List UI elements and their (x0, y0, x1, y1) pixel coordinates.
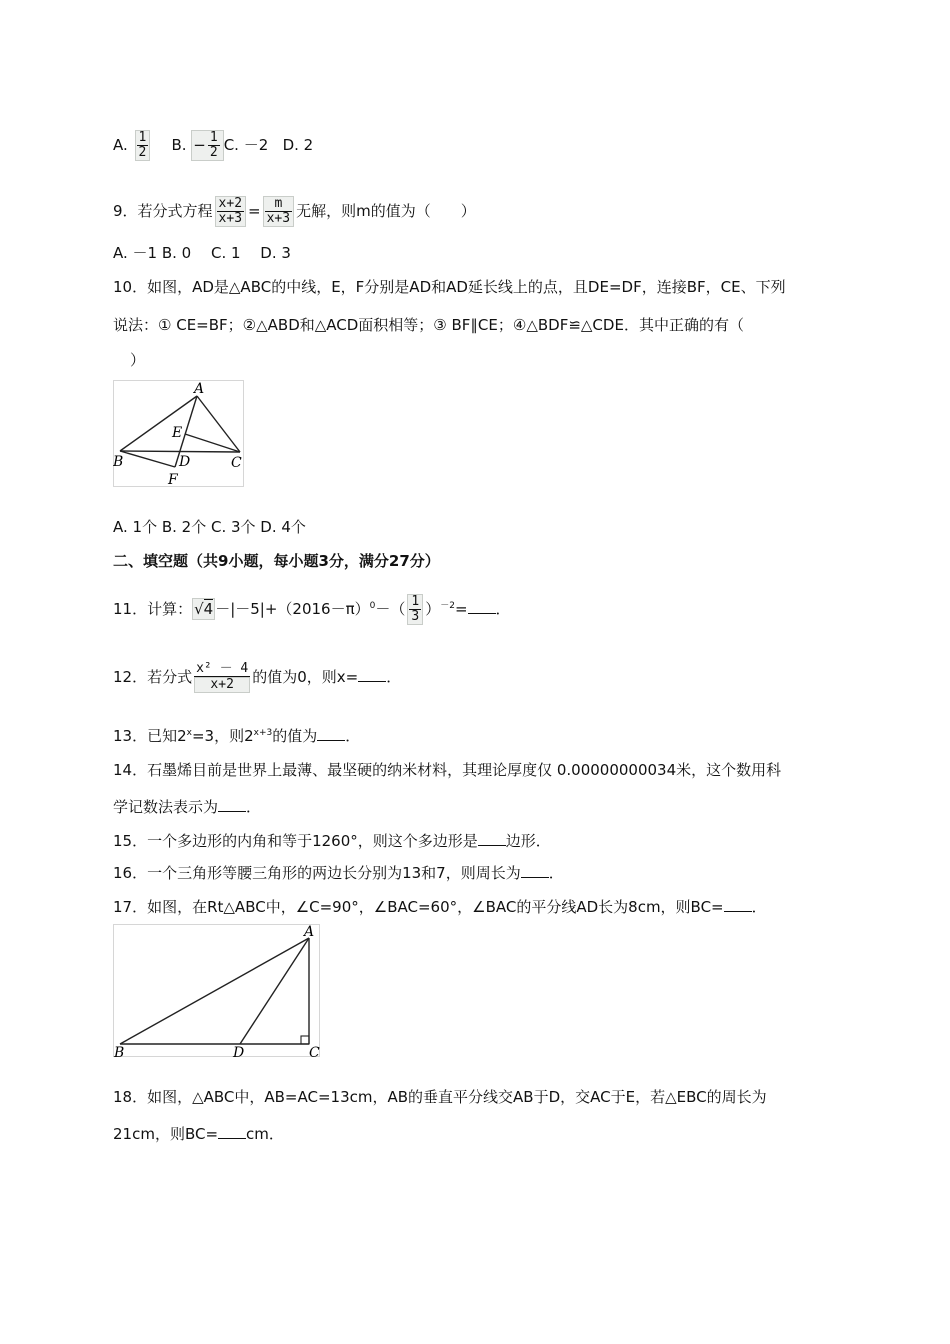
q11-exponent-zero: 0 (369, 601, 376, 611)
q15-text: 15．一个多边形的内角和等于1260°，则这个多边形是 (113, 832, 478, 850)
q14-line2 (113, 797, 261, 817)
q18-line2-prefix: 21cm，则BC= (113, 1125, 219, 1143)
fraction-numerator: x² － 4 (196, 661, 249, 676)
q9-prefix: 9．若分式方程 (113, 202, 213, 220)
q18-answer-blank[interactable] (218, 1124, 246, 1139)
q13-exponent-x-plus-3: x+3 (253, 728, 273, 738)
q10-label-e: E (172, 425, 183, 441)
q16-text: 16．一个三角形等腰三角形的两边长分别为13和7，则周长为 (113, 864, 521, 882)
sqrt-argument: 4 (203, 600, 214, 618)
q17-end: ． (751, 898, 767, 916)
q17-label-d: D (233, 1045, 245, 1058)
q16-stem (113, 863, 564, 883)
q17-label-b: B (114, 1045, 125, 1058)
section2-title: 二、填空题（共9小题，每小题3分，满分27分） (113, 552, 440, 570)
q9-options: A. －1 B. 0 C. 1 D. 3 (113, 244, 291, 262)
fraction-numerator: m (265, 197, 292, 212)
q9-fraction-left (215, 196, 246, 227)
q10-label-b: B (113, 454, 124, 470)
q16-end: ． (548, 864, 564, 882)
q10-label-f: F (168, 472, 178, 488)
q17-text: 17．如图，在Rt△ABC中，∠C=90°，∠BAC=60°，∠BAC的平分线AD长为8cm，则BC= (113, 898, 724, 916)
q8-option-c: C. －2 (223, 136, 269, 154)
q18-line2-end: cm． (246, 1125, 284, 1143)
q9-suffix: 无解，则m的值为（ ） (296, 202, 476, 220)
q11-close-paren: ） (425, 600, 441, 618)
q15-answer-blank[interactable] (478, 831, 506, 846)
q8-option-a-label: A. (113, 136, 128, 154)
q11-prefix: 11．计算： (113, 600, 193, 618)
q13-mid: =3，则2 (191, 727, 254, 745)
q14-end: ． (246, 798, 262, 816)
fraction-denominator: 3 (411, 609, 420, 624)
q13-end: ． (345, 727, 361, 745)
q10-line3: ） (130, 351, 146, 369)
fraction-numerator: x+2 (218, 196, 243, 211)
q8-options (113, 130, 313, 161)
q9-equals: = (248, 202, 261, 220)
q12-suffix: 的值为0，则x= (252, 668, 359, 686)
q11-end: ． (495, 600, 511, 618)
q15-stem (113, 831, 551, 851)
q13-exponent-x: x (186, 728, 192, 738)
fraction-numerator: 1 (411, 594, 420, 609)
q10-figure (113, 380, 245, 488)
q12-prefix: 12．若分式 (113, 668, 193, 686)
q11-equals: = (454, 600, 468, 618)
q12-end: ． (386, 668, 402, 686)
q13-answer-blank[interactable] (317, 726, 345, 741)
sqrt-expression (192, 598, 215, 620)
q13-prefix: 13．已知2 (113, 727, 187, 745)
q10-label-c: C (231, 455, 242, 471)
q8-option-a-fraction (135, 130, 151, 161)
q15-end: 边形． (505, 832, 551, 850)
q11-mid: －|－5|+（2016－π） (215, 600, 370, 618)
q10-line2: 说法：① CE=BF；②△ABD和△ACD面积相等；③ BF∥CE；④△BDF≌△CDE．其中正确的有（ (113, 316, 744, 334)
fraction-denominator: 2 (209, 145, 218, 160)
q8-option-d: D. 2 (282, 136, 314, 154)
q9-fraction-right (263, 196, 294, 227)
q10-label-a: A (194, 381, 205, 397)
q11-answer-blank[interactable] (468, 599, 496, 614)
q16-answer-blank[interactable] (521, 863, 549, 878)
q9-stem (113, 196, 476, 227)
q13-suffix: 的值为 (272, 727, 318, 745)
q11-minus: －（ (375, 600, 406, 618)
radical-icon: √ (194, 600, 204, 618)
fraction-denominator: x+3 (218, 211, 243, 226)
fraction-denominator: 2 (138, 145, 147, 160)
q8-option-b-fraction (191, 130, 223, 161)
q18-line2 (113, 1124, 284, 1144)
q17-figure (113, 924, 321, 1058)
q17-stem (113, 897, 767, 917)
q11-stem (113, 594, 511, 625)
q12-stem (113, 662, 401, 693)
q17-triangle-lines (120, 938, 309, 1044)
q10-options: A. 1个 B. 2个 C. 3个 D. 4个 (113, 518, 306, 536)
q17-label-a: A (304, 924, 315, 940)
fraction-numerator: 1 (209, 130, 218, 145)
fraction-denominator: x+3 (266, 211, 291, 226)
q8-option-b-label: B. (171, 136, 187, 154)
negative-sign: − (193, 136, 206, 154)
q12-fraction (194, 662, 250, 693)
q17-answer-blank[interactable] (724, 897, 752, 912)
fraction-numerator: 1 (138, 130, 147, 145)
q18-line1: 18．如图，△ABC中，AB=AC=13cm，AB的垂直平分线交AB于D，交AC于E，若△EBC的周长为 (113, 1088, 767, 1106)
q17-label-c: C (309, 1045, 320, 1058)
q10-label-d: D (179, 454, 191, 470)
q13-stem (113, 726, 360, 746)
q14-answer-blank[interactable] (218, 797, 246, 812)
q11-fraction (407, 594, 423, 625)
q10-line1: 10．如图，AD是△ABC的中线，E，F分别是AD和AD延长线上的点，且DE=DF，连接BF，CE、下列 (113, 278, 786, 296)
fraction-denominator: x+2 (194, 677, 250, 693)
q11-exponent-neg2: －2 (440, 601, 455, 611)
q14-line2-text: 学记数法表示为 (113, 798, 219, 816)
q12-answer-blank[interactable] (358, 667, 386, 682)
q14-line1: 14．石墨烯目前是世界上最薄、最坚硬的纳米材料，其理论厚度仅 0.00000000034米，这个数用科 (113, 761, 782, 779)
